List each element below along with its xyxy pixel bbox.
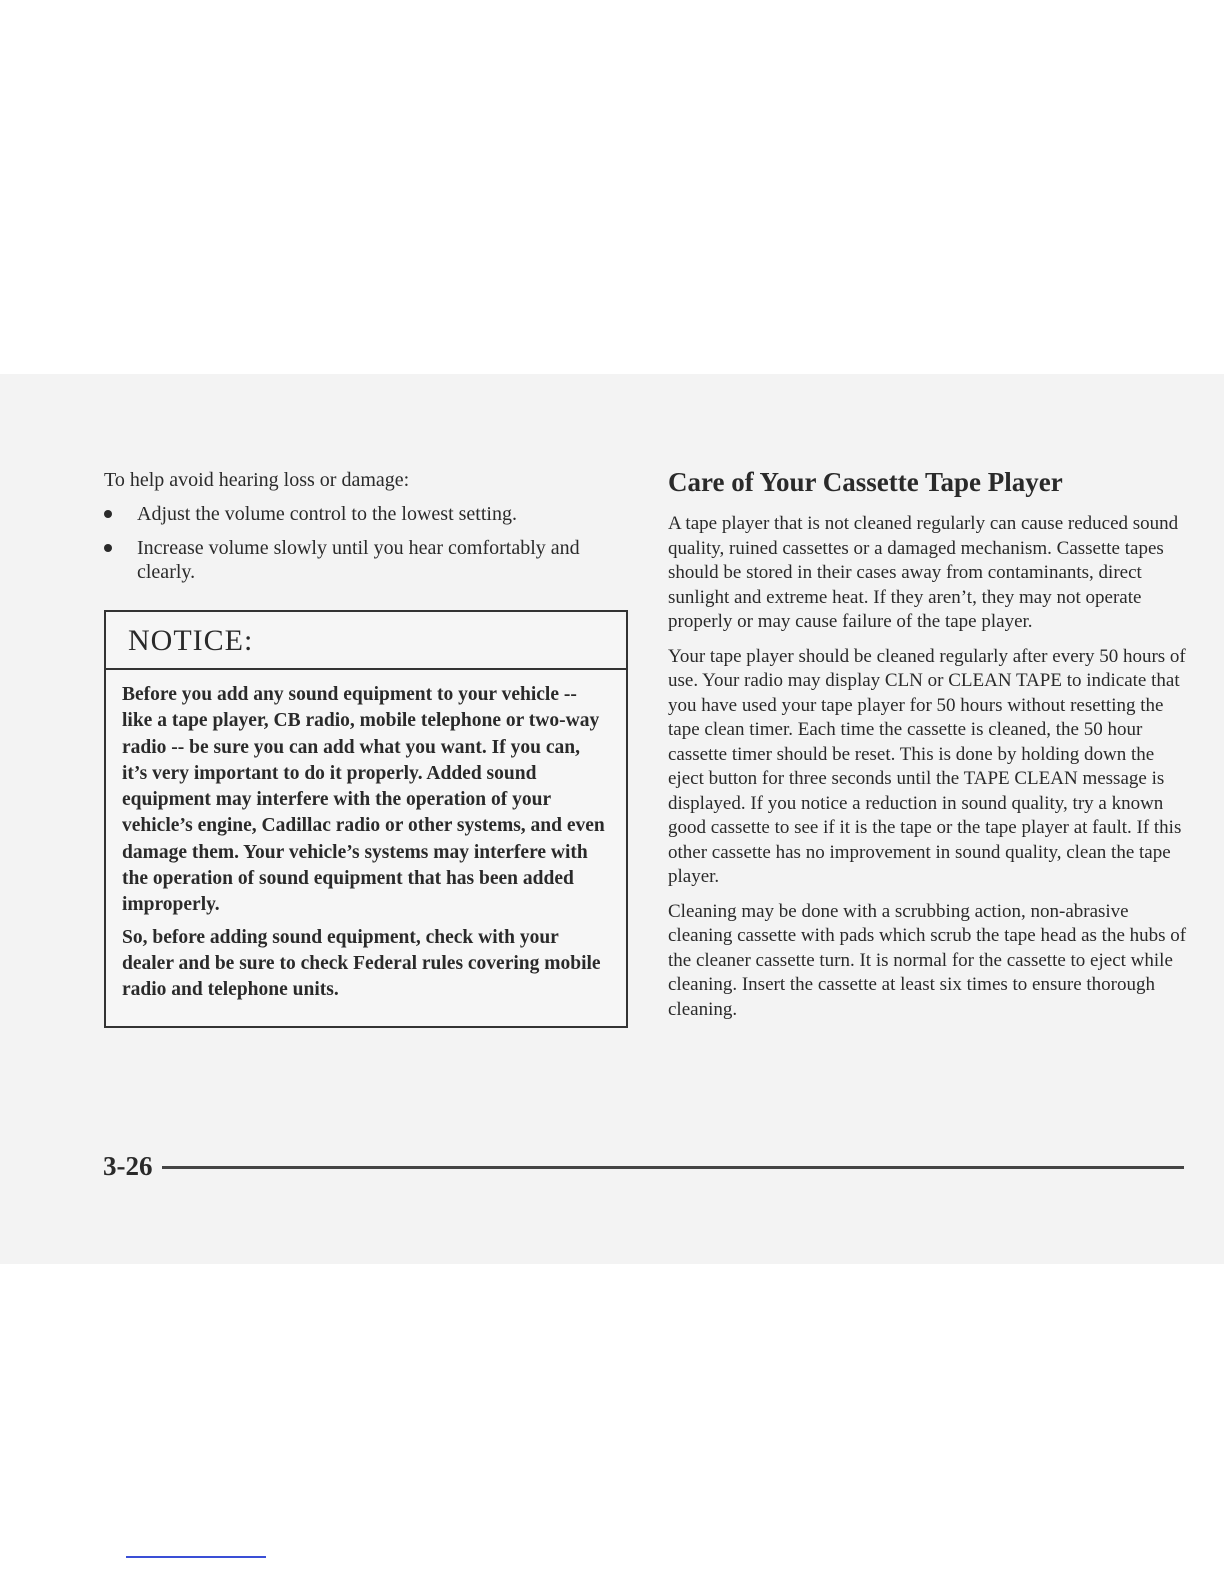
section-title: Care of Your Cassette Tape Player — [668, 467, 1063, 497]
bullet-icon — [104, 510, 112, 518]
body-paragraph: A tape player that is not cleaned regularly can cause reduced sound quality, ruined cassettes or a damaged mechanism. Cassette tapes should be stored in their cases away from contaminants, direct sunlight and extreme heat. If they aren’t, they may not operate properly or may cause failure of the tape player. — [668, 513, 1179, 632]
body-paragraph: Your tape player should be cleaned regularly after every 50 hours of use. Your radio may display CLN or CLEAN TAPE to indicate that you have used your tape player for 50 hours without resetting the tape clean timer. Each time the cassette is cleaned, the 50 hour cassette timer should be reset. This is done by holding down the eject button for three seconds until the TAPE CLEAN message is displayed. If you notice a reduction in sound quality, try a known good cassette to see if it is the tape or the tape player at fault. If this other cassette has no improvement in sound quality, clean the tape player. — [668, 645, 1186, 887]
bullet-text: Increase volume slowly until you hear comfortably and clearly. — [137, 537, 580, 583]
bullet-list — [104, 502, 630, 584]
right-column — [668, 464, 1192, 1032]
bullet-item — [104, 502, 630, 526]
page-number: 3-26 — [103, 1151, 153, 1181]
intro-text: To help avoid hearing loss or damage: — [104, 469, 410, 491]
body-paragraph: Cleaning may be done with a scrubbing action, non-abrasive cleaning cassette with pads which scrub the tape head as the hubs of the cleaner cassette turn. It is normal for the cassette to eject while cleaning. Insert the cassette at least six times to ensure thorough cleaning. — [668, 900, 1187, 1020]
notice-paragraph: Before you add any sound equipment to your vehicle -- like a tape player, CB radio, mobile telephone or two-way radio -- be sure you can add what you want. If you can, it’s very important to do it properly. Added sound equipment may interfere with the operation of your vehicle’s engine, Cadillac radio or other systems, and even damage them. Your vehicle’s systems may interfere with the operation of sound equipment that has been added improperly. — [122, 684, 605, 916]
notice-body — [106, 670, 626, 1026]
left-column — [104, 468, 630, 1028]
notice-heading: NOTICE: — [106, 612, 626, 670]
bullet-icon — [104, 544, 112, 552]
notice-paragraph: So, before adding sound equipment, check with your dealer and be sure to check Federal rules covering mobile radio and telephone units. — [122, 926, 601, 1001]
bullet-text: Adjust the volume control to the lowest setting. — [137, 503, 517, 525]
bullet-item — [104, 536, 630, 584]
footer-rule — [162, 1166, 1184, 1169]
notice-box — [104, 610, 628, 1028]
bottom-link-underline[interactable] — [126, 1556, 266, 1558]
